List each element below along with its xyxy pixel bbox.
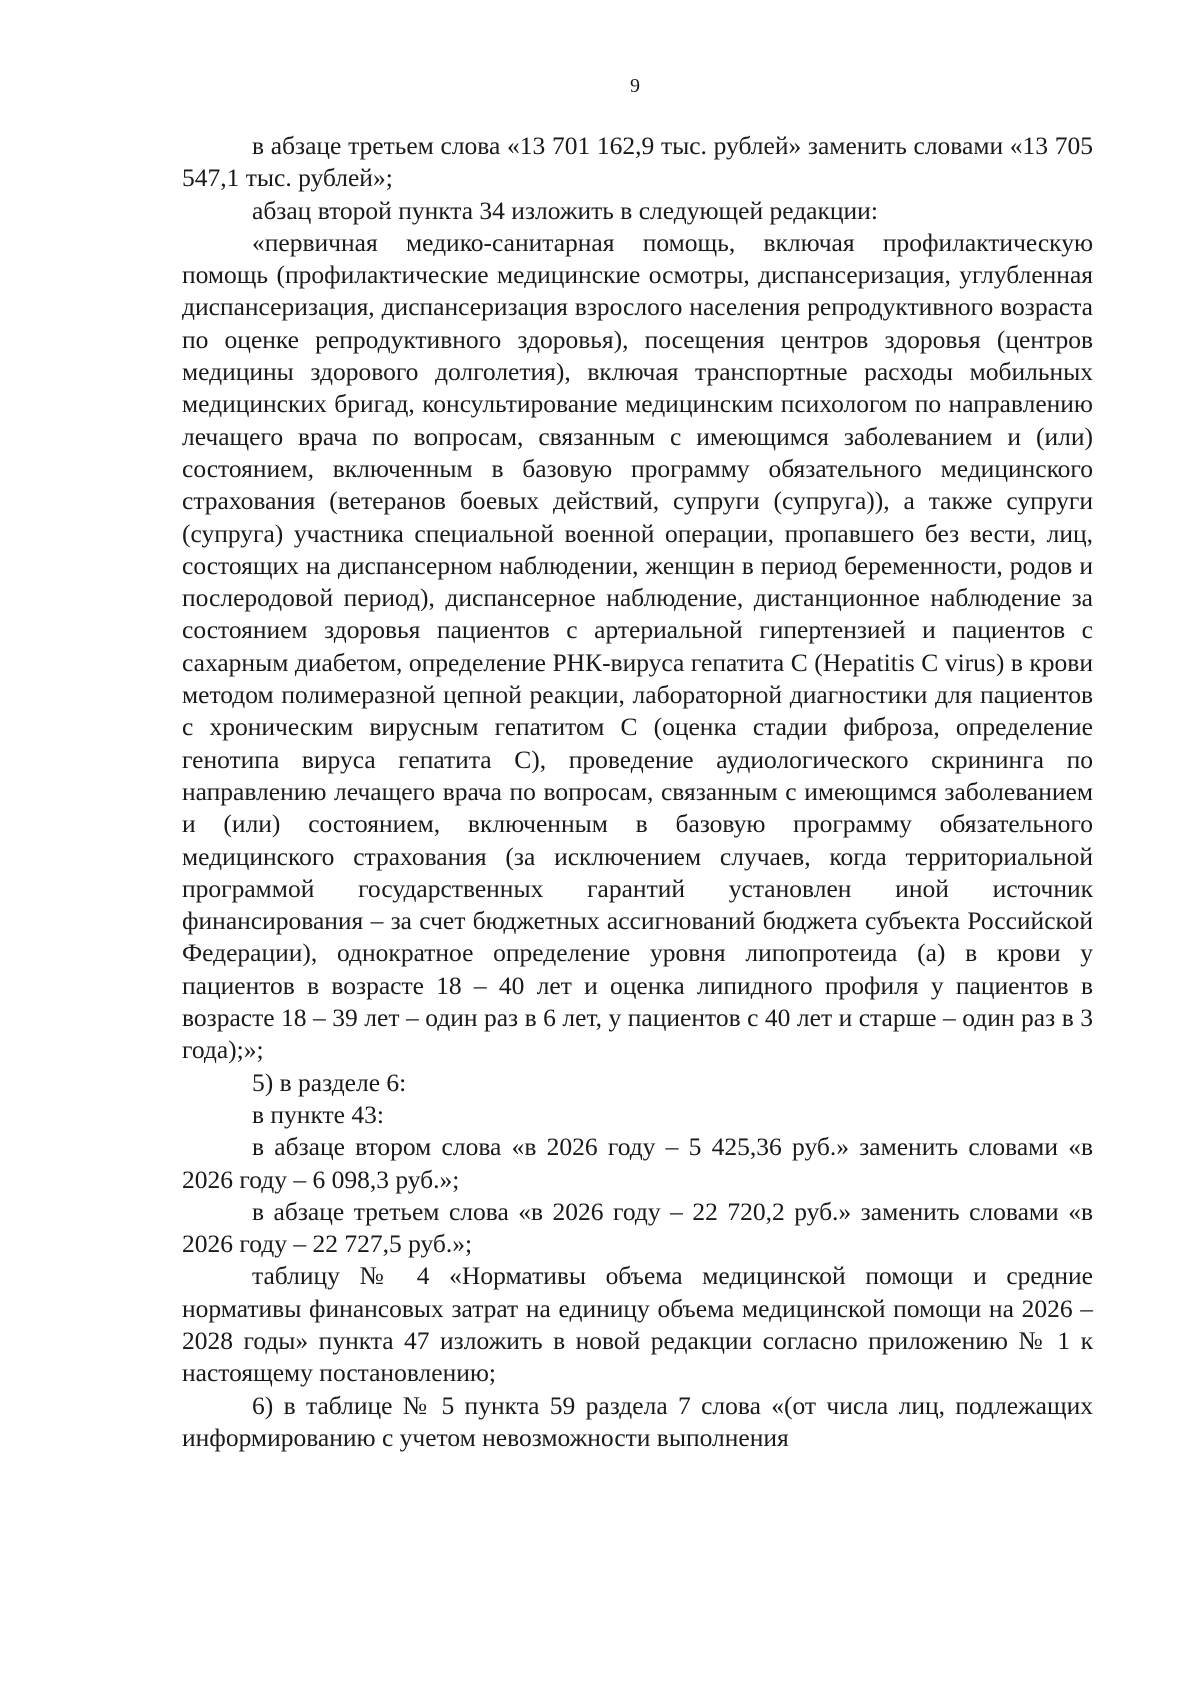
paragraph-5: в пункте 43: (252, 1099, 384, 1129)
paragraph-8: таблицу № 4 «Нормативы объема медицинской помощи и средние нормативы финансовых затрат на единицу объема медицинской помощи на 2026 – 2028 годы» пункта 47 изложить в новой редакции согласно приложению № 1 к настоящему постановлению; (182, 1261, 1093, 1388)
paragraph-2: абзац второй пункта 34 изложить в следующей редакции: (252, 195, 878, 225)
document-body (182, 130, 1093, 1454)
paragraph-7: в абзаце третьем слова «в 2026 году – 22 720,2 руб.» заменить словами «в 2026 году – 22 727,5 руб.»; (182, 1196, 1093, 1259)
page-number: 9 (630, 75, 640, 97)
paragraph-4: 5) в разделе 6: (252, 1067, 407, 1097)
paragraph-1: в абзаце третьем слова «13 701 162,9 тыс. рублей» заменить словами «13 705 547,1 тыс. рублей»; (182, 131, 1093, 193)
paragraph-3: «первичная медико-санитарная помощь, включая профилактическую помощь (профилактические медицинские осмотры, диспансеризация, углубленная диспансеризация, диспансеризация взрослого населения репродуктивного возраста по оценке репродуктивного здоровья), посещения центров здоровья (центров медицины здорового долголетия), включая транспортные расходы мобильных медицинских бригад, консультирование медицинским психологом по направлению лечащего врача по вопросам, связанным с имеющимся заболеванием и (или) состоянием, включенным в базовую программу обязательного медицинского страхования (ветеранов боевых действий, супруги (супруга)), а также супруги (супруга) участника специальной военной операции, пропавшего без вести, лиц, состоящих на диспансерном наблюдении, женщин в период беременности, родов и послеродовой период), диспансерное наблюдение, дистанционное наблюдение за состоянием здоровья пациентов с артериальной гипертензией и пациентов с сахарным диабетом, определение РНК-вируса гепатита С (Hepatitis C virus) в крови методом полимеразной цепной реакции, лабораторной диагностики для пациентов с хроническим вирусным гепатитом С (оценка стадии фиброза, определение генотипа вируса гепатита С), проведение аудиологического скрининга по направлению лечащего врача по вопросам, связанным с имеющимся заболеванием и (или) состоянием, включенным в базовую программу обязательного медицинского страхования (за исключением случаев, когда территориальной программой государственных гарантий установлен иной источник финансирования – за счет бюджетных ассигнований бюджета субъекта Российской Федерации), однократное определение уровня липопротеида (а) в крови у пациентов в возрасте 18 – 40 лет и оценка липидного профиля у пациентов в возрасте 18 – 39 лет – один раз в 6 лет, у пациентов с 40 лет и старше – один раз в 3 года);»; (182, 227, 1093, 1065)
paragraph-9: 6) в таблице № 5 пункта 59 раздела 7 слова «(от числа лиц, подлежащих информированию с учетом невозможности выполнения (182, 1390, 1093, 1452)
paragraph-6: в абзаце втором слова «в 2026 году – 5 425,36 руб.» заменить словами «в 2026 году – 6 098,3 руб.»; (182, 1132, 1093, 1194)
